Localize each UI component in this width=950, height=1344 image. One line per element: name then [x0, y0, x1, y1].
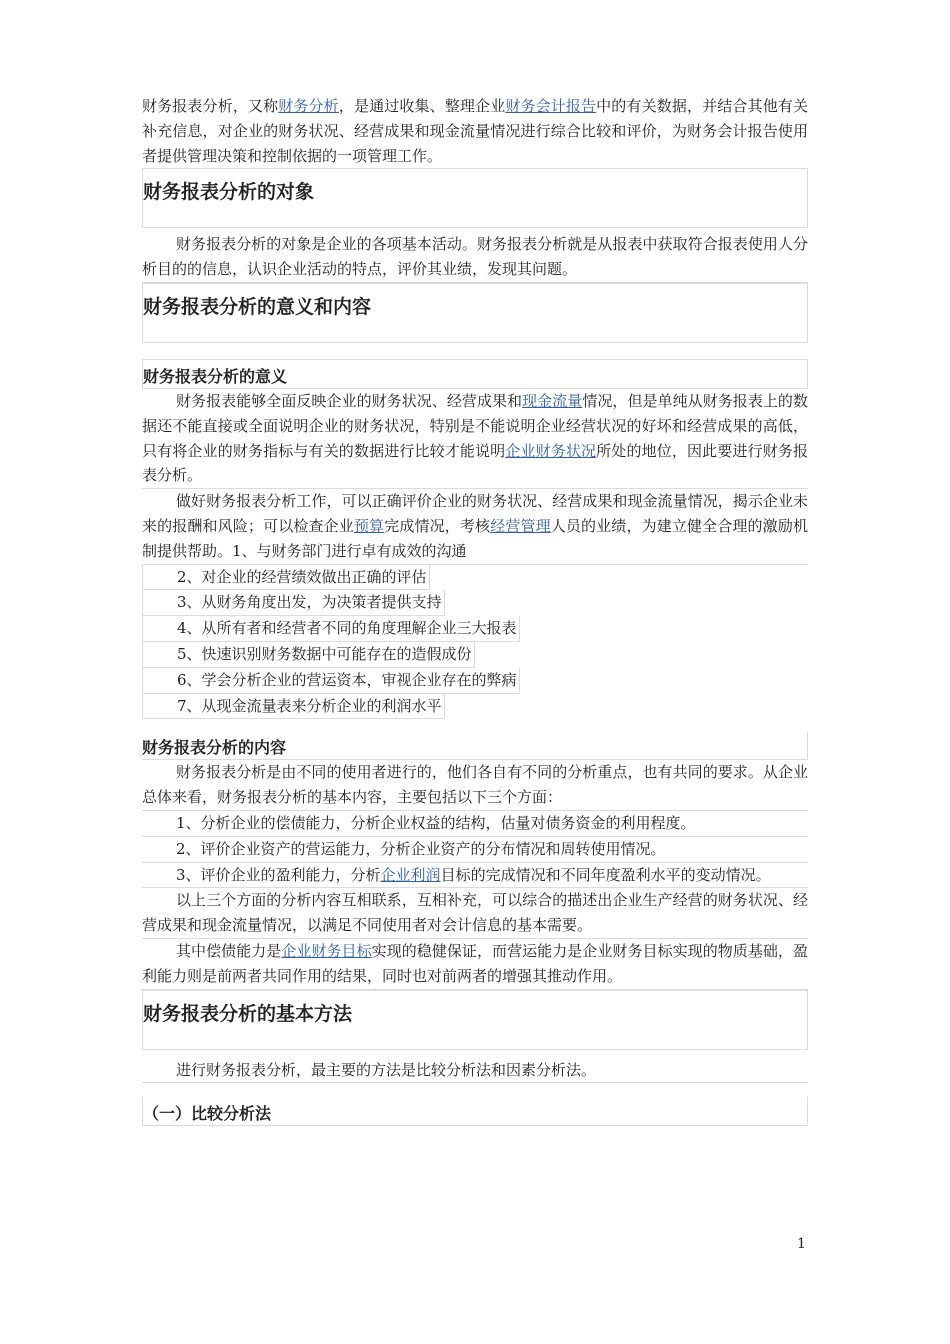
content-text: 目标的完成情况和不同年度盈利水平的变动情况。 — [440, 865, 771, 884]
methods-paragraph: 进行财务报表分析，最主要的方法是比较分析法和因素分析法。 — [142, 1058, 808, 1084]
content-text: 其中偿债能力是 — [176, 941, 282, 960]
link-cash-flow[interactable]: 现金流量 — [522, 391, 583, 410]
list-item: 3、从财务角度出发，为决策者提供支持 — [142, 590, 445, 616]
meaning-paragraph-2 — [142, 489, 808, 564]
document-page — [142, 94, 808, 1126]
heading-object: 财务报表分析的对象 — [142, 169, 808, 228]
link-budget[interactable]: 预算 — [353, 516, 385, 535]
content-item-1: 1、分析企业的偿债能力，分析企业权益的结构，估量对债务资金的利用程度。 — [142, 811, 808, 837]
meaning-text: 所处的地位，因此要进行财务报表分析。 — [142, 441, 808, 485]
link-enterprise-financial-goal[interactable]: 企业财务目标 — [281, 941, 372, 960]
heading-comparative-analysis: （一）比较分析法 — [142, 1097, 808, 1126]
object-paragraph: 财务报表分析的对象是企业的各项基本活动。财务报表分析就是从报表中获取符合报表使用人分析目的的信息，认识企业活动的特点，评价其业绩，发现其问题。 — [142, 232, 808, 283]
link-operation-management[interactable]: 经营管理 — [490, 516, 551, 535]
list-item: 5、快速识别财务数据中可能存在的造假成份 — [142, 642, 475, 668]
heading-content: 财务报表分析的内容 — [142, 731, 808, 760]
link-enterprise-profit[interactable]: 企业利润 — [380, 865, 441, 884]
intro-paragraph — [142, 94, 808, 169]
list-item: 6、学会分析企业的营运资本，审视企业存在的弊病 — [142, 668, 520, 694]
list-item: 7、从现金流量表来分析企业的利润水平 — [142, 694, 445, 720]
page-number: 1 — [797, 1236, 806, 1252]
intro-text: 中的有关数据，并结合其他有关补充信息，对企业的财务状况、经营成果和现金流量情况进行综合比较和评价，为财务会计报告使用者提供管理决策和控制依据的一项管理工作。 — [142, 97, 808, 165]
list-item: 2、对企业的经营绩效做出正确的评估 — [142, 565, 430, 591]
heading-methods: 财务报表分析的基本方法 — [142, 990, 808, 1050]
meaning-text: 财务报表能够全面反映企业的财务状况、经营成果和 — [176, 391, 523, 410]
meaning-text: 人员的业绩，为建立健全合理的激励机制提供帮助。1、与财务部门进行卓有成效的沟通 — [142, 516, 808, 560]
link-enterprise-financial-status[interactable]: 企业财务状况 — [505, 441, 597, 460]
meaning-text: 完成情况，考核 — [384, 516, 491, 535]
meaning-paragraph-1 — [142, 389, 808, 489]
content-text: 实现的稳健保证，而营运能力是企业财务目标实现的物质基础，盈利能力则是前两者共同作用的结果，同时也对前两者的增强其推动作用。 — [142, 941, 808, 985]
content-item-3 — [142, 863, 808, 889]
heading-meaning-content: 财务报表分析的意义和内容 — [142, 283, 808, 343]
heading-meaning: 财务报表分析的意义 — [142, 359, 808, 389]
content-paragraph-3 — [142, 939, 808, 990]
list-item: 4、从所有者和经营者不同的角度理解企业三大报表 — [142, 616, 520, 642]
meaning-text: 情况，但是单纯从财务报表上的数据还不能直接或全面说明企业的财务状况，特别是不能说明企业经营状况的好坏和经营成果的高低，只有将企业的财务指标与有关的数据进行比较才能说明 — [142, 391, 808, 460]
meaning-text: 做好财务报表分析工作，可以正确评价企业的财务状况、经营成果和现金流量情况，揭示企业未来的报酬和风险；可以检查企业 — [142, 492, 808, 535]
link-financial-accounting-report[interactable]: 财务会计报告 — [505, 97, 597, 115]
content-paragraph-1: 财务报表分析是由不同的使用者进行的，他们各自有不同的分析重点，也有共同的要求。从企业总体来看，财务报表分析的基本内容，主要包括以下三个方面： — [142, 760, 808, 811]
content-item-2: 2、评价企业资产的营运能力，分析企业资产的分布情况和周转使用情况。 — [142, 837, 808, 863]
content-text: 3、评价企业的盈利能力，分析 — [176, 865, 381, 884]
content-paragraph-2: 以上三个方面的分析内容互相联系，互相补充，可以综合的描述出企业生产经营的财务状况、经营成果和现金流量情况，以满足不同使用者对会计信息的基本需要。 — [142, 888, 808, 939]
intro-text: ，是通过收集、整理企业 — [338, 97, 506, 115]
intro-text: 财务报表分析，又称 — [142, 97, 279, 115]
link-financial-analysis[interactable]: 财务分析 — [278, 97, 339, 115]
